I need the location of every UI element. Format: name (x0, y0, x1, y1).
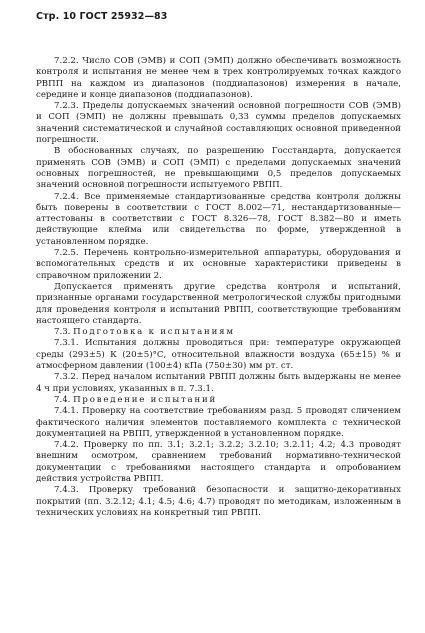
paragraph-7-2-2: 7.2.2. Число СОВ (ЭМВ) и СОП (ЭМП) должно обеспечивать возможность контроля и испытания не менее чем в трех контролируемых точках каждого РВПП на каждом из диапазонов (поддиапазонов) измерения в начале, середине и конце диапазонов (поддиапазонов). (36, 56, 401, 100)
paragraph-7-2-3: 7.2.3. Пределы допускаемых значений основной погрешности СОВ (ЭМВ) и СОП (ЭМП) не должны превышать 0,33 суммы пределов допускаемых значений систематической и случайной составляющих основной приведенной погрешности. (36, 101, 401, 146)
paragraph-7-3-2: 7.3.2. Перед началом испытаний РВПП должны быть выдержаны не менее 4 ч при условиях, указанных в п. 7.3.1. (36, 372, 401, 394)
section-title: Подготовка к испытаниям (73, 327, 235, 338)
paragraph-7-4-1: 7.4.1. Проверку на соответствие требованиям разд. 5 проводят сличением фактического наличия элементов поставляемого комплекта с технической документацией на РВПП, утвержденной в установленном порядке. (36, 406, 401, 439)
paragraph-7-3-1: 7.3.1. Испытания должны проводиться при: температуре окружающей среды (293±5) К (20±5)°С, относительной влажности воздуха (65±15) % и атмосферном давлении (100±4) кПа (750±30) мм рт. ст. (36, 338, 401, 372)
section-title: Проведение испытаний (73, 394, 218, 405)
section-number: 7.3. (54, 327, 71, 338)
paragraph-7-2-4: 7.2.4. Все применяемые стандартизованные средства контроля должны быть поверены в соответствии с ГОСТ 8.002—71, нестандартизованные—аттестованы в соответствии с ГОСТ 8.326—78, ГОСТ 8.382—80 и иметь действующие клейма или свидетельства по форме, утвержденной в установленном порядке. (36, 191, 401, 247)
paragraph-justified-cases: В обоснованных случаях, по разрешению Госстандарта, допускается применять СОВ (ЭМВ) и СОП (ЭМП) с пределами допускаемых значений основных погрешностей, не превышающими 0,5 пределов допускаемых значений основной погрешности испытуемого РВПП. (36, 146, 401, 191)
paragraph-7-2-5: 7.2.5. Перечень контрольно-измерительной аппаратуры, оборудования и вспомогательных средств и их основные характеристики приведены в справочном приложении 2. (36, 248, 401, 281)
document-body (36, 56, 401, 519)
paragraph-7-4-3: 7.4.3. Проверку требований безопасности и защитно-декоративных покрытий (пп. 3.2.12; 4.1; 4.5; 4.6; 4.7) проводят по методикам, изложенным в технических условиях на конкретный тип РВПП. (36, 485, 401, 518)
paragraph-7-4-2: 7.4.2. Проверку по пп. 3.1; 3.2.1; 3.2.2; 3.2.10; 3.2.11; 4.2; 4.3 проводят внешним осмотром, сравнением требований нормативно-технической документации с требованиями настоящего стандарта и опробованием действия устройства РВПП. (36, 440, 401, 484)
page-header: Стр. 10 ГОСТ 25932—83 (36, 11, 168, 22)
section-number: 7.4. (54, 394, 71, 405)
paragraph-other-means: Допускается применять другие средства контроля и испытаний, признанные органами государственной метрологической службы пригодными для проведения контроля и испытаний РВПП, соответствующие требованиям настоящего стандарта. (36, 281, 401, 326)
section-heading-7-3 (36, 327, 401, 338)
section-heading-7-4 (36, 395, 401, 406)
